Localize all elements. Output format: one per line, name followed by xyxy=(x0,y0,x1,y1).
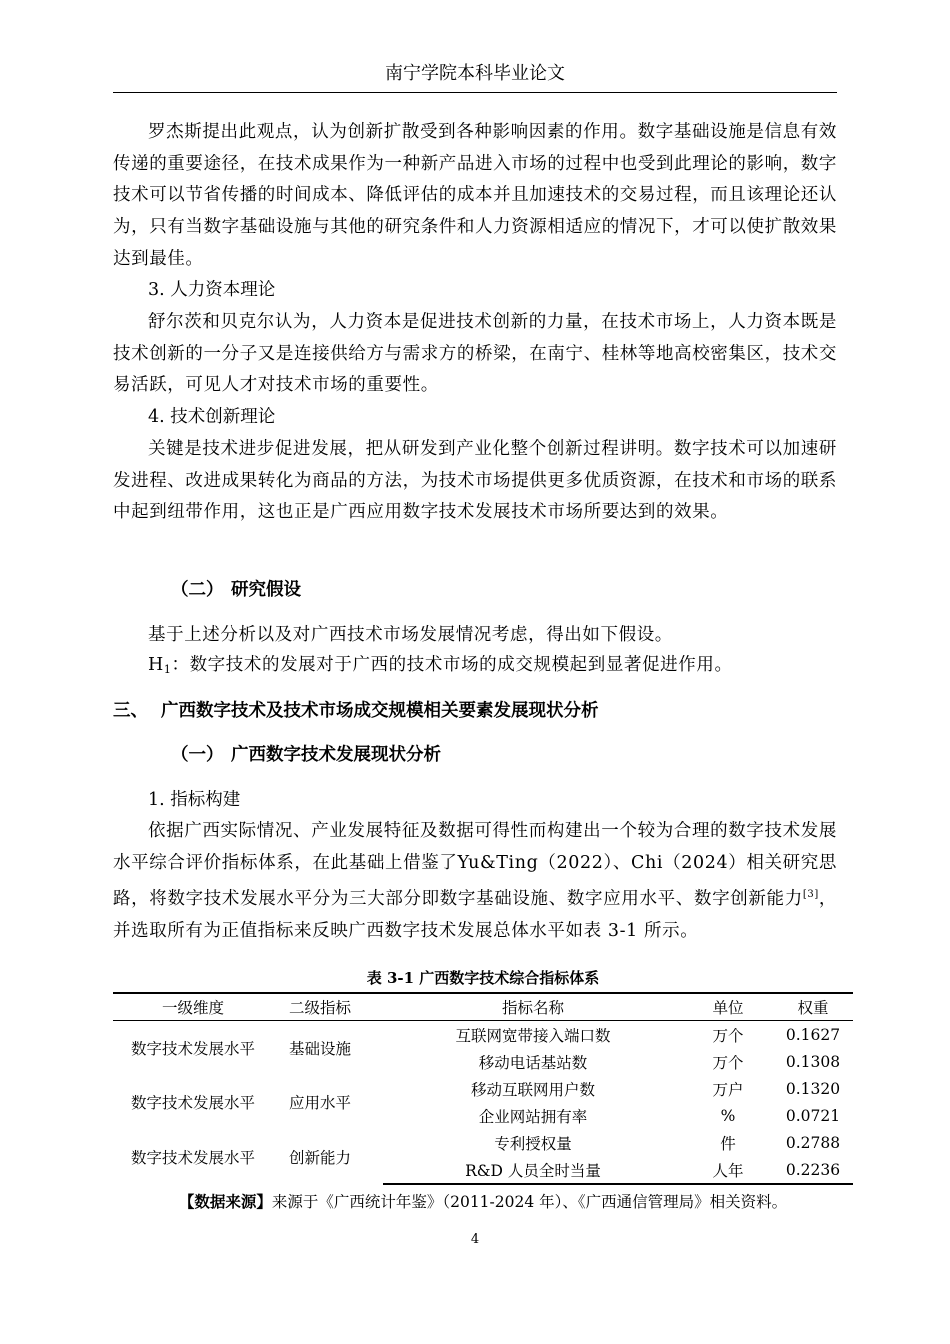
paragraph-index-construction xyxy=(113,816,837,948)
cell-weight: 0.1320 xyxy=(785,1079,841,1098)
source-text: 来源于《广西统计年鉴》（2011-2024 年）、《广西通信管理局》相关资料。 xyxy=(271,1193,788,1211)
cell-name: 专利授权量 xyxy=(494,1134,572,1153)
cell-weight: 0.2236 xyxy=(773,1156,853,1184)
cell-level1: 数字技术发展水平 xyxy=(130,1040,255,1058)
table-row xyxy=(113,1075,853,1102)
cell-unit: 人年 xyxy=(683,1156,773,1184)
hypothesis-text: ：数字技术的发展对于广西的技术市场的成交规模起到显著促进作用。 xyxy=(171,655,733,675)
cell-unit: % xyxy=(720,1106,736,1125)
section-heading-digital-status xyxy=(113,740,895,771)
page-header xyxy=(113,58,837,93)
section-number: （二） xyxy=(171,580,224,600)
col-header-weight: 权重 xyxy=(773,993,853,1021)
cell-level1: 数字技术发展水平 xyxy=(130,1148,255,1167)
paragraph-text: 基于上述分析以及对广西技术市场发展情况考虑，得出如下假设。 xyxy=(148,625,673,645)
indicator-table xyxy=(113,992,853,1185)
paragraph-human-capital xyxy=(113,307,837,402)
page-number: 4 xyxy=(470,1232,480,1247)
subheading-innovation-theory: 4. 技术创新理论 xyxy=(148,407,276,427)
section-title: 广西数字技术发展现状分析 xyxy=(231,745,441,765)
chapter-heading xyxy=(113,696,837,727)
cell-level2: 应用水平 xyxy=(289,1094,352,1112)
hypothesis-subscript: 1 xyxy=(163,663,172,676)
paragraph-diffusion-theory xyxy=(113,117,837,276)
section-title: 研究假设 xyxy=(231,580,301,600)
cell-weight: 0.2788 xyxy=(785,1133,841,1152)
paragraph-innovation-theory xyxy=(113,434,837,529)
paragraph-text: 罗杰斯提出此观点，认为创新扩散受到各种影响因素的作用。数字基础设施是信息有效传递的重要途径，在技术成果作为一种新产品进入市场的过程中也受到此理论的影响，数字技术可以节省传播的时间成本、降低评估的成本并且加速技术的交易过程，而且该理论还认为，只有当数字基础设施与其他的研究条件和人力资源相适应的情况下，才可以使扩散效果达到最佳。 xyxy=(113,122,837,269)
cell-name: 企业网站拥有率 xyxy=(478,1107,588,1126)
section-heading-hypothesis xyxy=(113,575,895,606)
subheading-human-capital: 3. 人力资本理论 xyxy=(148,280,276,300)
table-row xyxy=(113,1129,853,1156)
chapter-title: 广西数字技术及技术市场成交规模相关要素发展现状分析 xyxy=(161,701,599,721)
chapter-number: 三、 xyxy=(113,701,148,721)
col-header-level2: 二级指标 xyxy=(273,993,383,1021)
cell-weight: 0.1308 xyxy=(785,1052,841,1071)
subheading-index-construction: 1. 指标构建 xyxy=(148,790,241,810)
cell-unit: 万个 xyxy=(712,1026,744,1045)
col-header-unit: 单位 xyxy=(683,993,773,1021)
cell-name: 互联网宽带接入端口数 xyxy=(455,1026,611,1045)
cell-level2: 基础设施 xyxy=(289,1040,352,1058)
cell-name: R&D 人员全时当量 xyxy=(383,1156,683,1184)
section-number: （一） xyxy=(171,745,224,765)
citation-ref: [3] xyxy=(802,889,819,901)
col-header-level1: 一级维度 xyxy=(113,993,273,1021)
col-header-name: 指标名称 xyxy=(383,993,683,1021)
cell-weight: 0.0721 xyxy=(785,1106,841,1125)
table-header-row xyxy=(113,993,853,1021)
paragraph-text-cont: ，并选取所有为正值指标来反映广西数字技术发展总体水平如表 3-1 所示。 xyxy=(113,889,837,942)
paragraph-hypothesis-intro xyxy=(113,620,837,652)
hypothesis-label: H xyxy=(148,655,164,675)
data-source-note xyxy=(113,1190,853,1212)
paragraph-text: 舒尔茨和贝克尔认为，人力资本是促进技术创新的力量，在技术市场上，人力资本既是技术创新的一分子又是连接供给方与需求方的桥梁，在南宁、桂林等地高校密集区，技术交易活跃，可见人才对技术市场的重要性。 xyxy=(113,312,837,396)
hypothesis-statement xyxy=(113,650,837,686)
cell-level2: 创新能力 xyxy=(289,1148,352,1167)
paragraph-text: 关键是技术进步促进发展，把从研发到产业化整个创新过程讲明。数字技术可以加速研发进程、改进成果转化为商品的方法，为技术市场提供更多优质资源，在技术和市场的联系中起到纽带作用，这也正是广西应用数字技术发展技术市场所要达到的效果。 xyxy=(113,439,837,523)
cell-unit: 万户 xyxy=(712,1080,744,1099)
table-row xyxy=(113,1021,853,1049)
paragraph-text: 依据广西实际情况、产业发展特征及数据可得性而构建出一个较为合理的数字技术发展水平综合评价指标体系，在此基础上借鉴了Yu&Ting（2022）、Chi（2024）相关研究思路，将数字技术发展水平分为三大部分即数字基础设施、数字应用水平、数字创新能力 xyxy=(113,821,837,910)
cell-weight: 0.1627 xyxy=(785,1025,841,1044)
source-label: 【数据来源】 xyxy=(178,1192,272,1211)
header-title: 南宁学院本科毕业论文 xyxy=(385,63,565,84)
cell-unit: 万个 xyxy=(712,1053,744,1072)
table-caption: 表 3-1 广西数字技术综合指标体系 xyxy=(366,969,600,987)
cell-name: 移动电话基站数 xyxy=(478,1053,588,1072)
cell-level1: 数字技术发展水平 xyxy=(130,1094,255,1112)
cell-unit: 件 xyxy=(720,1134,736,1153)
cell-name: 移动互联网用户数 xyxy=(470,1080,595,1099)
